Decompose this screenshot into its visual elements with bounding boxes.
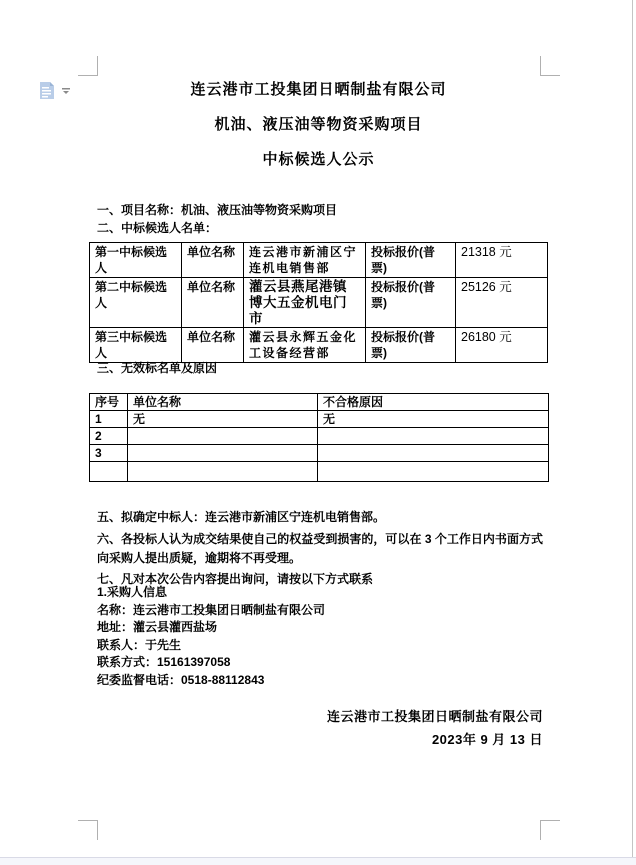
crop-mark-bottom-right <box>540 820 560 840</box>
purchaser-name: 名称：连云港市工投集团日晒制盐有限公司 <box>97 602 326 617</box>
row-unit <box>128 428 318 445</box>
row-index: 3 <box>90 445 128 462</box>
table-row <box>90 328 548 363</box>
table-row <box>90 462 549 482</box>
invalid-bids-table <box>89 393 549 482</box>
section-invalid-bids-heading: 三、无效标名单及原因 <box>97 361 218 375</box>
section-contact-notice: 七、凡对本次公告内容提出询问，请按以下方式联系 <box>97 572 374 586</box>
purchaser-address: 地址：灌云县灌西盐场 <box>97 620 218 634</box>
unit-label: 单位名称 <box>182 278 244 328</box>
paste-options-icon <box>40 82 54 99</box>
price-label: 投标报价(普票) <box>366 278 456 328</box>
doc-title-project: 机油、液压油等物资采购项目 <box>214 116 423 133</box>
unit-label: 单位名称 <box>182 243 244 278</box>
crop-mark-bottom-left <box>78 820 98 840</box>
section-objection-notice: 六、各投标人认为成交结果使自己的权益受到损害的，可以在 3 个工作日内书面方式向采购人提出质疑，逾期将不再受理。 <box>97 532 543 565</box>
table-row <box>90 428 549 445</box>
table-header-row <box>90 394 549 411</box>
section-project-name: 一、项目名称：机油、液压油等物资采购项目 <box>97 203 338 217</box>
sections-five-to-seven <box>97 508 543 589</box>
row-reason <box>318 445 549 462</box>
table-row <box>90 243 548 278</box>
unit-name: 连云港市新浦区宁连机电销售部 <box>244 243 366 278</box>
price-value: 25126 元 <box>456 278 548 328</box>
purchaser-info-heading: 1.采购人信息 <box>97 585 168 599</box>
page-right-edge <box>632 0 633 858</box>
table-row <box>90 278 548 328</box>
row-index: 2 <box>90 428 128 445</box>
doc-title-announcement: 中标候选人公示 <box>262 151 375 168</box>
crop-mark-top-right <box>540 56 560 76</box>
col-header-unit: 单位名称 <box>128 394 318 411</box>
doc-title-company: 连云港市工投集团日晒制盐有限公司 <box>190 81 447 98</box>
col-header-reason: 不合格原因 <box>318 394 549 411</box>
price-label: 投标报价(普票) <box>366 328 456 363</box>
unit-name: 灌云县永辉五金化工设备经营部 <box>244 328 366 363</box>
price-value: 26180 元 <box>456 328 548 363</box>
row-unit <box>128 445 318 462</box>
row-reason <box>318 462 549 482</box>
table-row <box>90 411 549 428</box>
signature-block <box>97 705 543 751</box>
signature-company: 连云港市工投集团日晒制盐有限公司 <box>326 709 543 724</box>
unit-label: 单位名称 <box>182 328 244 363</box>
candidates-table <box>89 242 548 363</box>
section-candidate-list-heading: 二、中标候选人名单： <box>97 221 218 235</box>
price-value: 21318 元 <box>456 243 548 278</box>
crop-mark-top-left <box>78 56 98 76</box>
row-reason <box>318 428 549 445</box>
signature-date: 2023年 9 月 13 日 <box>431 732 543 747</box>
section-awarded-bidder: 五、拟确定中标人：连云港市新浦区宁连机电销售部。 <box>97 510 386 524</box>
col-header-index: 序号 <box>90 394 128 411</box>
row-index: 1 <box>90 411 128 428</box>
candidate-rank: 第二中标候选人 <box>90 278 182 328</box>
candidate-rank: 第三中标候选人 <box>90 328 182 363</box>
row-index <box>90 462 128 482</box>
unit-name: 灌云县燕尾港镇博大五金机电门市 <box>244 278 366 328</box>
purchaser-phone: 联系方式：15161397058 <box>97 655 231 669</box>
purchaser-info-block <box>97 584 543 689</box>
supervision-phone: 纪委监督电话：0518-88112843 <box>97 672 265 687</box>
row-unit: 无 <box>128 411 318 428</box>
paste-options-button[interactable] <box>38 80 72 102</box>
page-bottom-edge <box>0 857 636 865</box>
price-label: 投标报价(普票) <box>366 243 456 278</box>
candidate-rank: 第一中标候选人 <box>90 243 182 278</box>
row-reason: 无 <box>318 411 549 428</box>
dropdown-arrow-icon <box>62 88 70 94</box>
row-unit <box>128 462 318 482</box>
table-row <box>90 445 549 462</box>
purchaser-contact-person: 联系人：于先生 <box>97 637 182 652</box>
